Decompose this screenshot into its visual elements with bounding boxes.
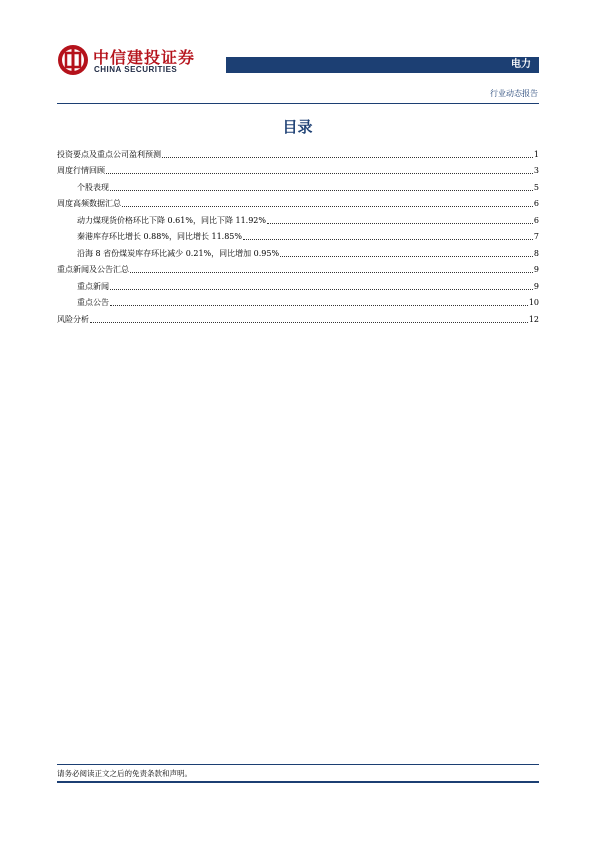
toc-dot-leader bbox=[90, 321, 528, 323]
toc-entry-text: 重点新闻及公告汇总 bbox=[57, 265, 129, 274]
brand-name-en: CHINA SECURITIES bbox=[94, 65, 178, 74]
footer-divider bbox=[57, 764, 539, 765]
toc-page-number: 6 bbox=[533, 199, 539, 208]
toc-entry-text: 周度行情回顾 bbox=[57, 166, 105, 175]
toc-page-number: 9 bbox=[533, 265, 539, 274]
toc-entry-text: 重点公告 bbox=[77, 298, 109, 307]
toc-title: 目录 bbox=[282, 118, 313, 136]
toc-entry[interactable] bbox=[57, 209, 539, 226]
toc-page-number: 9 bbox=[533, 281, 539, 291]
toc-entry-text: 个股表现 bbox=[77, 182, 109, 192]
toc-entry[interactable] bbox=[57, 275, 539, 292]
toc-page-number: 1 bbox=[533, 149, 539, 159]
toc-page-number: 7 bbox=[533, 232, 539, 241]
toc-entry[interactable] bbox=[57, 308, 539, 325]
toc-page-number: 5 bbox=[533, 182, 539, 192]
toc-page-number: 10 bbox=[528, 298, 539, 307]
brand-logo bbox=[57, 44, 207, 78]
toc-dot-leader bbox=[130, 271, 533, 273]
toc-page-number: 8 bbox=[533, 248, 539, 258]
toc-dot-leader bbox=[280, 255, 533, 257]
toc-page-number: 6 bbox=[533, 215, 539, 225]
toc-entry[interactable] bbox=[57, 143, 539, 160]
toc-entry[interactable] bbox=[57, 242, 539, 259]
toc-dot-leader bbox=[162, 156, 533, 158]
toc-page-number: 3 bbox=[533, 166, 539, 175]
toc-entry[interactable] bbox=[57, 193, 539, 210]
table-of-contents bbox=[57, 143, 539, 325]
footer-disclaimer: 请务必阅读正文之后的免责条款和声明。 bbox=[57, 769, 192, 778]
toc-entry[interactable] bbox=[57, 176, 539, 193]
toc-entry-text: 风险分析 bbox=[57, 314, 89, 324]
brand-logo-icon bbox=[57, 44, 89, 76]
toc-entry-text: 重点新闻 bbox=[77, 281, 109, 291]
page-header bbox=[0, 0, 595, 110]
sector-label: 电力 bbox=[511, 59, 531, 70]
brand-name-cn: 中信建投证券 bbox=[93, 48, 196, 67]
toc-page-number: 12 bbox=[528, 314, 539, 324]
footer-bar bbox=[57, 781, 539, 783]
toc-entry[interactable] bbox=[57, 292, 539, 309]
toc-entry-text: 沿海 8 省份煤炭库存环比减少 0.21%，同比增加 0.95% bbox=[77, 248, 280, 258]
toc-entry[interactable] bbox=[57, 226, 539, 243]
report-type-label: 行业动态报告 bbox=[490, 89, 538, 98]
toc-entry[interactable] bbox=[57, 259, 539, 276]
toc-entry-text: 动力煤现货价格环比下降 0.61%，同比下降 11.92% bbox=[77, 215, 267, 225]
toc-dot-leader bbox=[110, 288, 533, 290]
toc-dot-leader bbox=[267, 222, 533, 224]
sector-banner bbox=[226, 57, 539, 73]
toc-dot-leader bbox=[122, 205, 533, 207]
toc-dot-leader bbox=[110, 304, 528, 306]
toc-entry-text: 秦港库存环比增长 0.88%，同比增长 11.85% bbox=[77, 232, 243, 241]
toc-entry-text: 投资要点及重点公司盈利预测 bbox=[57, 149, 161, 159]
toc-dot-leader bbox=[106, 172, 533, 174]
toc-entry-text: 周度高频数据汇总 bbox=[57, 199, 121, 208]
toc-entry[interactable] bbox=[57, 160, 539, 177]
header-divider bbox=[57, 103, 539, 104]
toc-dot-leader bbox=[243, 238, 533, 240]
toc-dot-leader bbox=[110, 189, 533, 191]
